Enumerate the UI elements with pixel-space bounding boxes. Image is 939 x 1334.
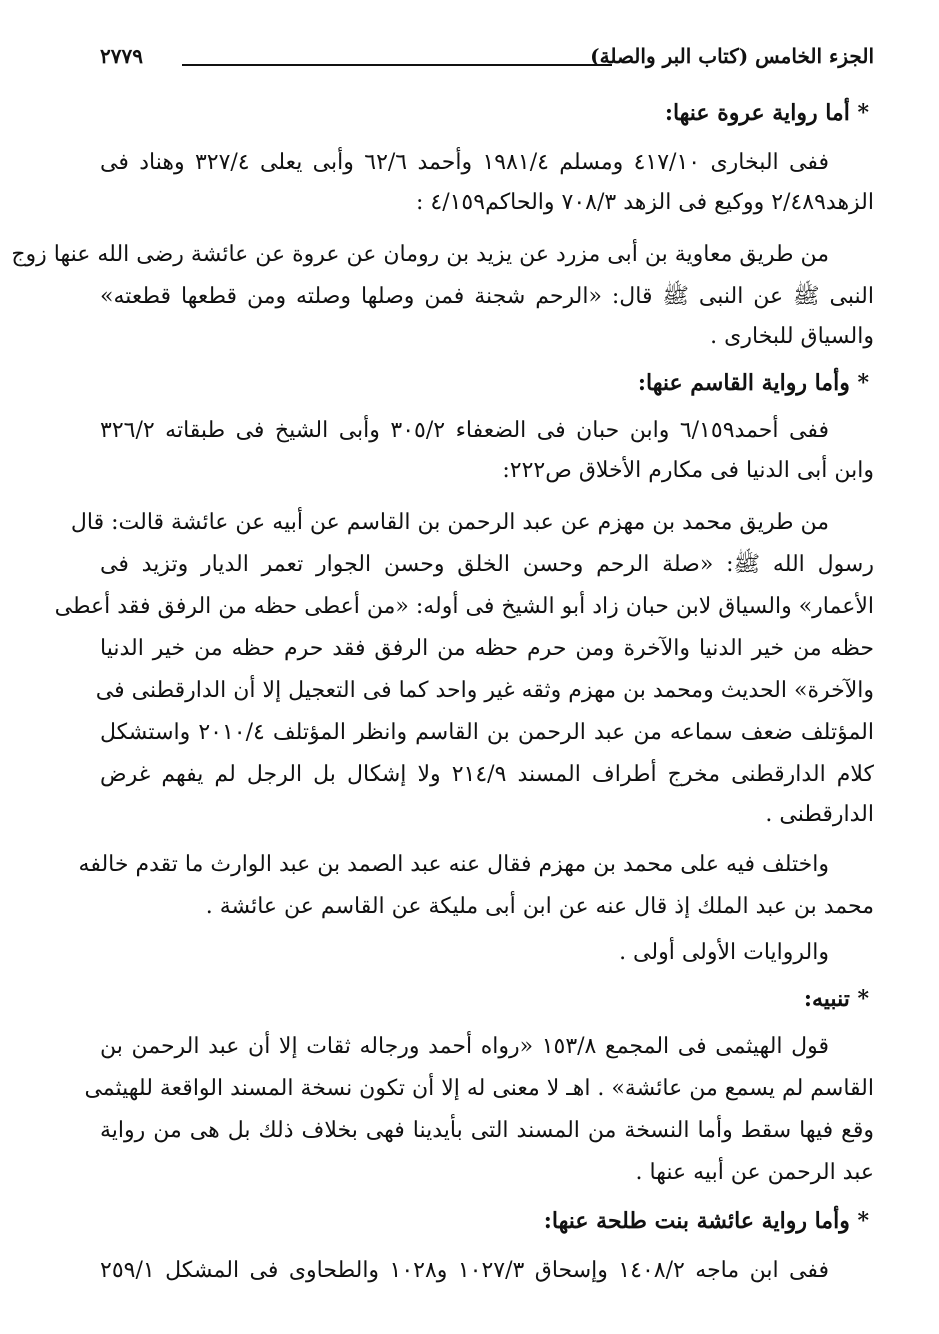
text-line: ففى أحمد٦/١٥٩ وابن حبان فى الضعفاء ٣٠٥/٢ وأبى الشيخ فى طبقاته ٣٢٦/٢ bbox=[100, 418, 829, 443]
text-line: والسياق للبخارى . bbox=[710, 324, 874, 349]
text-line: الدارقطنى . bbox=[765, 802, 874, 827]
text-line: ففى ابن ماجه ١٤٠٨/٢ وإسحاق ١٠٢٧/٣ و١٠٢٨ والطحاوى فى المشكل ٢٥٩/١ bbox=[100, 1258, 829, 1283]
header-title: الجزء الخامس (كتاب البر والصلة) bbox=[590, 44, 874, 68]
text-line: الأعمار» والسياق لابن حبان زاد أبو الشيخ فى أوله: «من أعطى حظه من الرفق فقد أعطى bbox=[54, 594, 874, 619]
text-line: من طريق محمد بن مهزم عن عبد الرحمن بن القاسم عن أبيه عن عائشة قالت: قال bbox=[70, 510, 829, 535]
text-line: ففى البخارى ٤١٧/١٠ ومسلم ١٩٨١/٤ وأحمد ٦٢/٦ وأبى يعلى ٣٢٧/٤ وهناد فى bbox=[100, 150, 829, 175]
text-line: واختلف فيه على محمد بن مهزم فقال عنه عبد الصمد بن عبد الوارث ما تقدم خالفه bbox=[78, 852, 829, 877]
text-line: وقع فيها سقط وأما النسخة من المسند التى بأيدينا فهى بخلاف ذلك بل هى من رواية bbox=[100, 1118, 874, 1143]
text-line: محمد بن عبد الملك إذ قال عنه عن ابن أبى مليكة عن القاسم عن عائشة . bbox=[205, 894, 874, 919]
text-line: والآخرة» الحديث ومحمد بن مهزم وثقه غير واحد كما فى التعجيل إلا أن الدارقطنى فى bbox=[95, 678, 874, 703]
text-line: قول الهيثمى فى المجمع ١٥٣/٨ «رواه أحمد ورجاله ثقات إلا أن عبد الرحمن بن bbox=[100, 1034, 829, 1059]
text-line: رسول الله ﷺ: «صلة الرحم وحسن الخلق وحسن الجوار تعمر الديار وتزيد فى bbox=[100, 552, 874, 577]
text-line: المؤتلف ضعف سماعه من عبد الرحمن بن القاسم وانظر المؤتلف ٢٠١٠/٤ واستشكل bbox=[100, 720, 874, 745]
text-line: كلام الدارقطنى مخرج أطراف المسند ٢١٤/٩ ولا إشكال بل الرجل لم يفهم غرض bbox=[100, 762, 874, 787]
text-line: من طريق معاوية بن أبى مزرد عن يزيد بن رومان عن عروة عن عائشة رضى الله عنها زوج bbox=[11, 242, 829, 267]
header-rule bbox=[182, 64, 612, 66]
section-heading: * أما رواية عروة عنها: bbox=[664, 100, 869, 126]
text-line: حظه من خير الدنيا والآخرة ومن حرم حظه من الرفق فقد حرم حظه من خير الدنيا bbox=[100, 636, 874, 661]
running-header bbox=[100, 44, 874, 78]
section-heading: * وأما رواية عائشة بنت طلحة عنها: bbox=[543, 1208, 869, 1234]
page-number: ٢٧٧٩ bbox=[100, 44, 143, 68]
text-line: عبد الرحمن عن أبيه عنها . bbox=[635, 1160, 874, 1185]
section-heading: * وأما رواية القاسم عنها: bbox=[637, 370, 869, 396]
text-line: الزهد٢/٤٨٩ ووكيع فى الزهد ٧٠٨/٣ والحاكم٤/١٥٩ : bbox=[415, 190, 874, 215]
text-line: القاسم لم يسمع من عائشة» . اهـ لا معنى له إلا أن تكون نسخة المسند الواقعة للهيثمى bbox=[84, 1076, 874, 1101]
section-heading: * تنبيه: bbox=[803, 986, 869, 1012]
text-line: وابن أبى الدنيا فى مكارم الأخلاق ص٢٢٢: bbox=[502, 458, 874, 483]
text-line: النبى ﷺ عن النبى ﷺ قال: «الرحم شجنة فمن وصلها وصلته ومن قطعها قطعته» bbox=[100, 284, 874, 309]
text-line: والروايات الأولى أولى . bbox=[619, 940, 829, 965]
